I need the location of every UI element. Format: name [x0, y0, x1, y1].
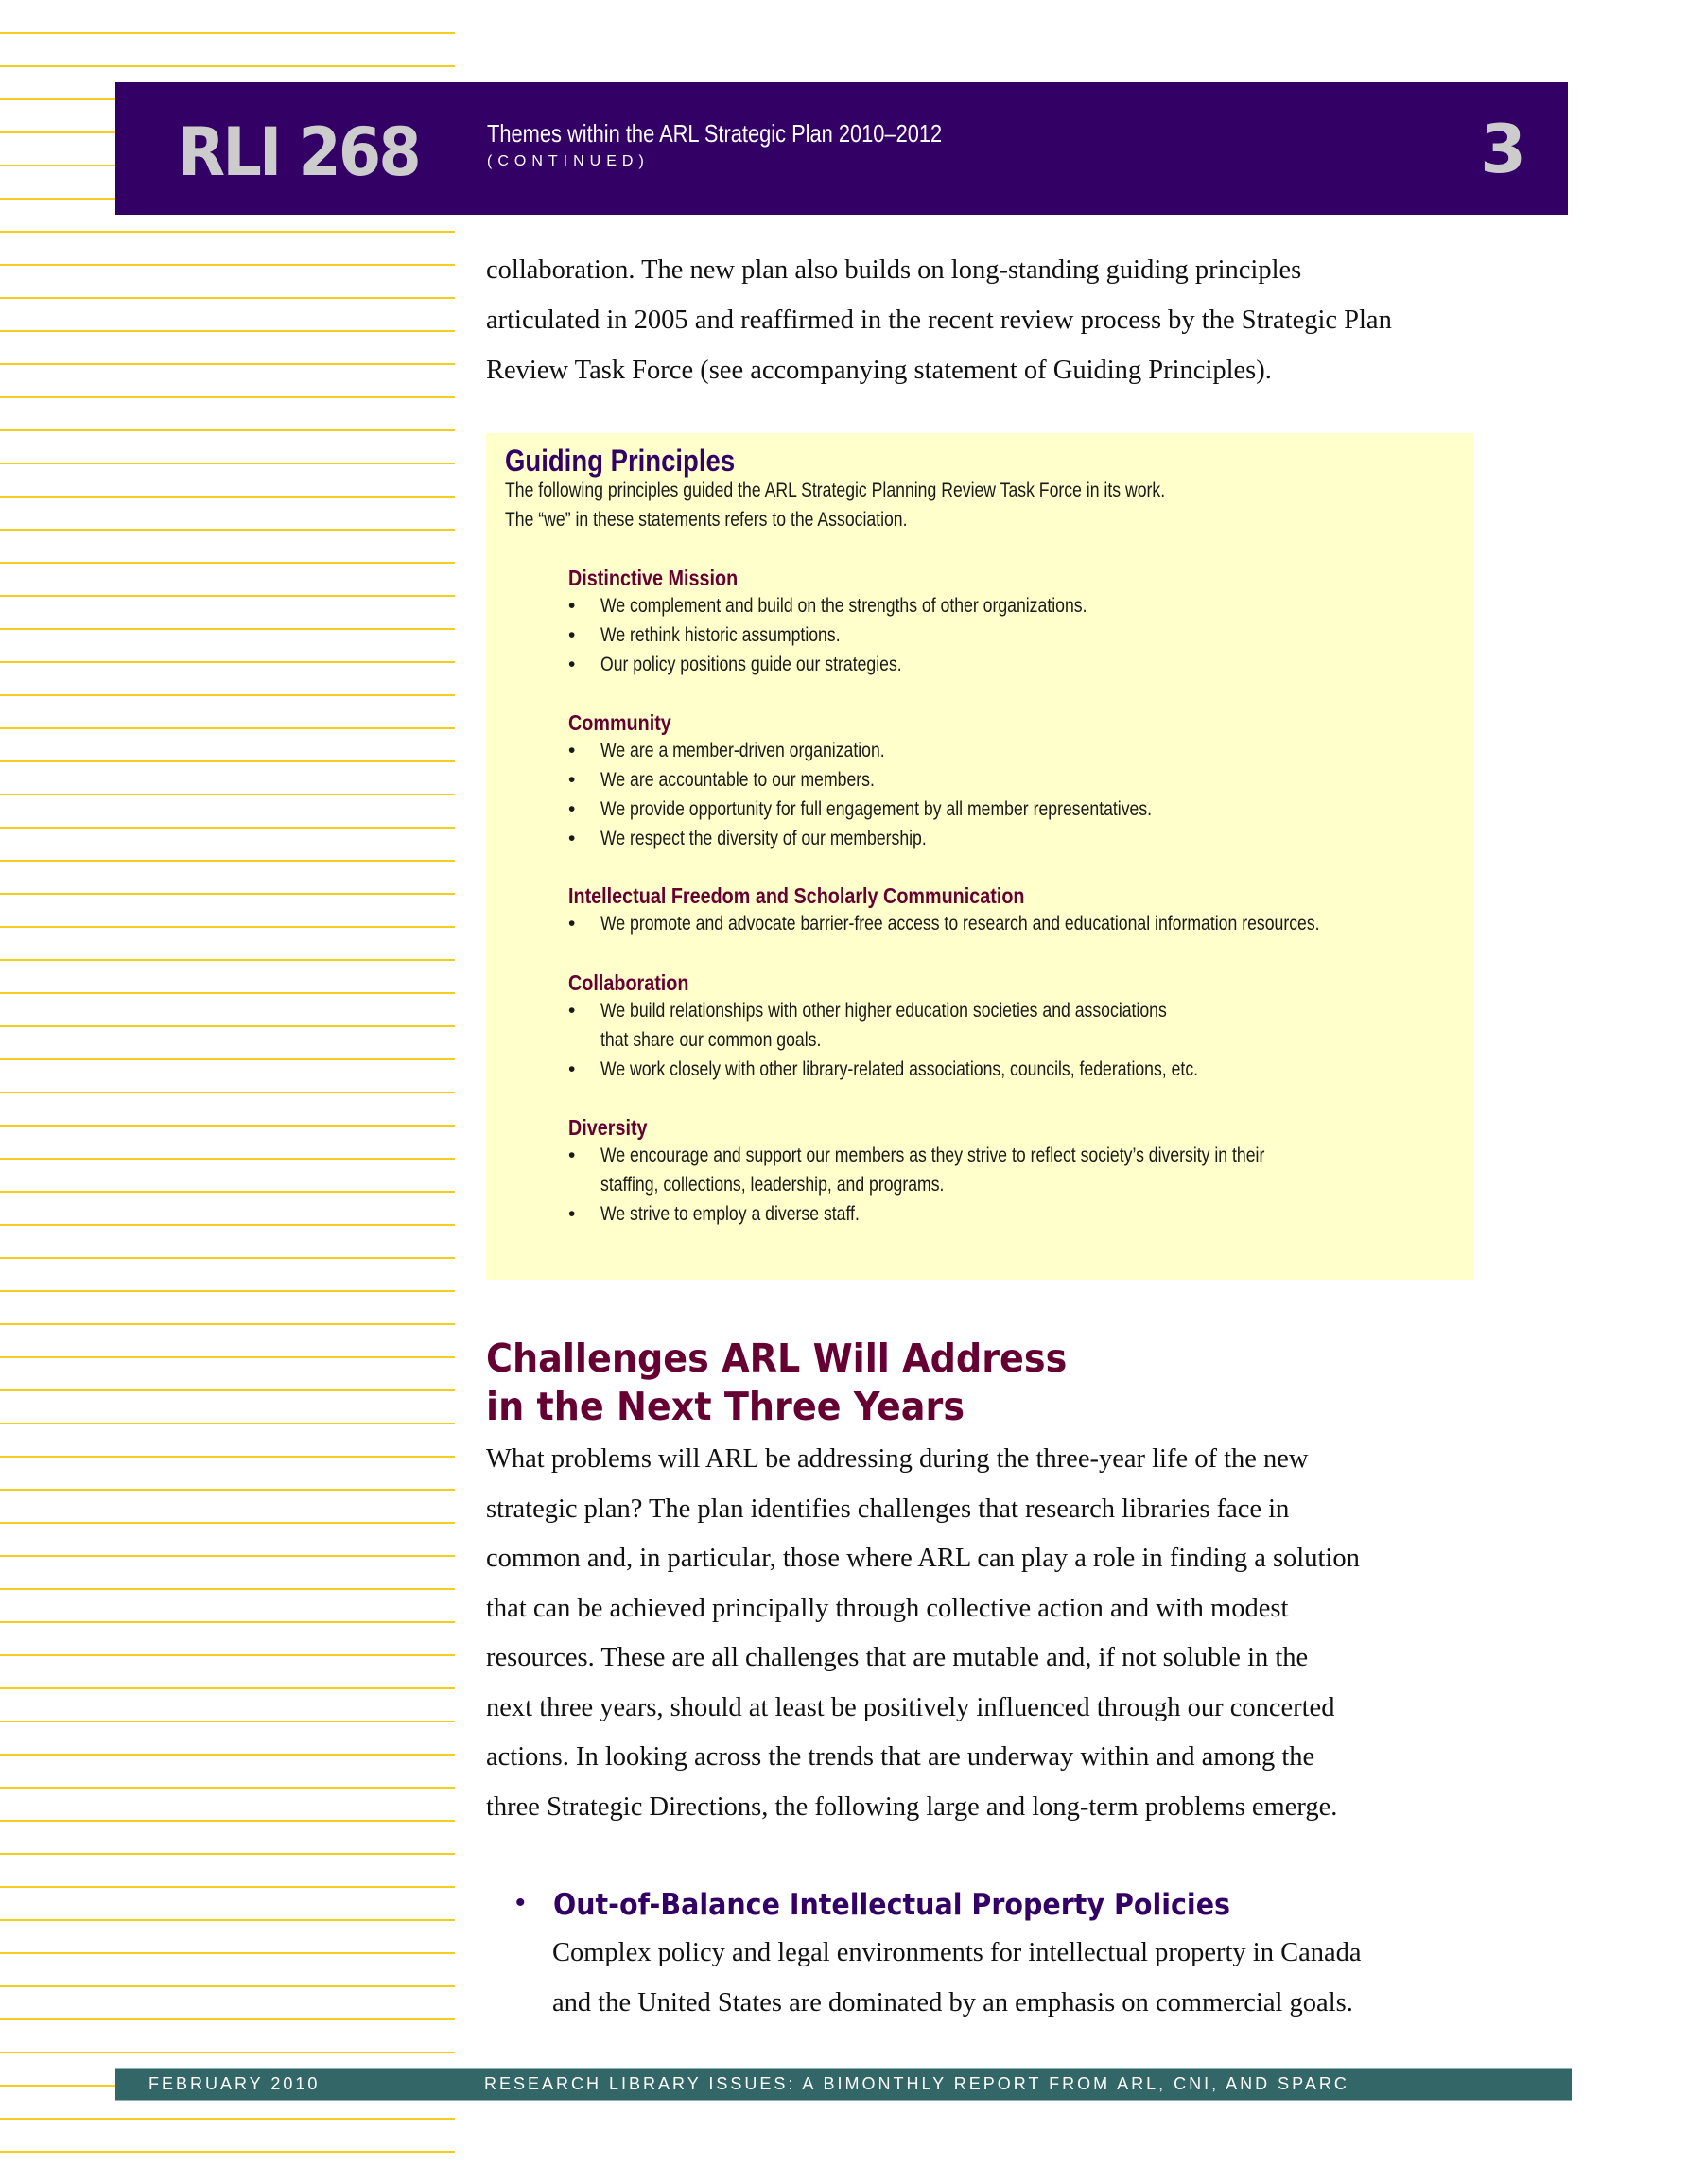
margin-rule-line [0, 661, 455, 663]
margin-rule-line [0, 628, 455, 630]
margin-rule-line [0, 2052, 455, 2053]
margin-rule-line [0, 32, 455, 34]
header-title: Themes within the ARL Strategic Plan 2010–2012 [487, 119, 943, 148]
header-continued: (CONTINUED) [487, 153, 650, 169]
guiding-principles-box [486, 433, 1474, 1280]
margin-rule-line [0, 1423, 455, 1424]
margin-rule-line [0, 1522, 455, 1524]
margin-rule-line [0, 330, 455, 332]
margin-rule-line [0, 1125, 455, 1127]
issue-number: RLI 268 [178, 114, 419, 191]
page-number: 3 [1480, 111, 1526, 188]
margin-rule-line [0, 1588, 455, 1590]
margin-rule-line [0, 1687, 455, 1689]
margin-rule-line [0, 1555, 455, 1557]
section-heading: Challenges ARL Will Address [486, 1336, 1068, 1381]
principle-heading-diversity: Diversity [568, 1115, 648, 1140]
principle-item: We work closely with other library-related associations, councils, federations, etc. [600, 1058, 1199, 1080]
margin-rule-line [0, 496, 455, 498]
margin-rule-line [0, 1456, 455, 1458]
margin-rule-line [0, 1356, 455, 1358]
margin-rule-line [0, 1654, 455, 1656]
margin-rule-line [0, 860, 455, 862]
margin-rule-line [0, 2151, 455, 2153]
bullet-icon: • [515, 1887, 526, 1918]
margin-rule-line [0, 363, 455, 365]
margin-rule-line [0, 926, 455, 928]
paragraph-line: Review Task Force (see accompanying statement of Guiding Principles). [486, 356, 1272, 385]
principle-heading-intellectual-freedom: Intellectual Freedom and Scholarly Communication [568, 883, 1025, 908]
principle-item-continuation: staffing, collections, leadership, and programs. [600, 1174, 945, 1196]
margin-rule-line [0, 1058, 455, 1060]
margin-rule-line [0, 727, 455, 729]
margin-rule-line [0, 264, 455, 266]
margin-rule-line [0, 959, 455, 961]
bullet-icon: • [568, 654, 576, 675]
paragraph-line: resources. These are all challenges that are mutable and, if not soluble in the [486, 1643, 1309, 1672]
paragraph-line: collaboration. The new plan also builds on long-standing guiding principles [486, 255, 1302, 285]
bullet-icon: • [568, 1058, 576, 1080]
margin-rule-line [0, 1389, 455, 1391]
margin-rule-line [0, 396, 455, 398]
principle-item: We are a member-driven organization. [600, 740, 885, 761]
paragraph-line: strategic plan? The plan identifies challenges that research libraries face in [486, 1494, 1290, 1524]
margin-rule-line [0, 893, 455, 895]
margin-rule-line [0, 1025, 455, 1027]
bullet-icon: • [568, 740, 576, 761]
bullet-icon: • [568, 1144, 576, 1166]
principle-item: We build relationships with other higher education societies and associations [600, 1000, 1167, 1022]
margin-rule-line [0, 1323, 455, 1325]
principle-item: We strive to employ a diverse staff. [600, 1203, 860, 1225]
margin-rule-line [0, 1919, 455, 1921]
bullet-icon: • [568, 769, 576, 791]
page-footer [115, 2068, 1572, 2101]
principle-item: Our policy positions guide our strategies. [600, 654, 902, 675]
footer-date: FEBRUARY 2010 [148, 2074, 321, 2093]
margin-rule-line [0, 429, 455, 431]
principle-item: We complement and build on the strengths of other organizations. [600, 595, 1087, 617]
margin-rule-line [0, 1257, 455, 1259]
margin-rule-line [0, 1853, 455, 1855]
margin-rule-line [0, 794, 455, 795]
bullet-icon: • [568, 624, 576, 646]
box-intro-line: The “we” in these statements refers to the Association. [505, 509, 908, 531]
margin-rule-line [0, 694, 455, 696]
bullet-icon: • [568, 798, 576, 820]
section-heading: in the Next Three Years [486, 1384, 965, 1429]
margin-rule-line [0, 65, 455, 67]
principle-heading-distinctive-mission: Distinctive Mission [568, 566, 739, 590]
principle-item: We promote and advocate barrier-free access to research and educational information resources. [600, 913, 1320, 935]
principle-heading-collaboration: Collaboration [568, 970, 689, 995]
bullet-icon: • [568, 595, 576, 617]
paragraph-line: that can be achieved principally through collective action and with modest [486, 1594, 1289, 1623]
principle-heading-community: Community [568, 710, 671, 735]
paragraph-line: and the United States are dominated by an emphasis on commercial goals. [552, 1988, 1353, 2018]
margin-rule-line [0, 1489, 455, 1491]
paragraph-line: articulated in 2005 and reaffirmed in the recent review process by the Strategic Plan [486, 306, 1392, 335]
box-intro-line: The following principles guided the ARL Strategic Planning Review Task Force in its work. [505, 480, 1166, 501]
margin-rule-line [0, 1721, 455, 1722]
margin-rule-line [0, 231, 455, 233]
margin-rule-line [0, 1290, 455, 1292]
margin-rule-line [0, 2018, 455, 2020]
footer-publication: RESEARCH LIBRARY ISSUES: A BIMONTHLY REPORT FROM ARL, CNI, AND SPARC [484, 2074, 1349, 2093]
principle-item: We respect the diversity of our membership. [600, 828, 927, 849]
margin-rule-line [0, 297, 455, 299]
margin-rule-line [0, 827, 455, 829]
paragraph-line: common and, in particular, those where ARL can play a role in finding a solution [486, 1544, 1360, 1573]
paragraph-line: next three years, should at least be positively influenced through our concerted [486, 1693, 1335, 1722]
page-header [115, 82, 1568, 215]
margin-rule-line [0, 595, 455, 597]
principle-item: We provide opportunity for full engagement by all member representatives. [600, 798, 1153, 820]
margin-rule-line [0, 529, 455, 531]
margin-rule-line [0, 1191, 455, 1193]
margin-rule-line [0, 562, 455, 564]
margin-rule-line [0, 1621, 455, 1623]
bullet-icon: • [568, 828, 576, 849]
principle-item-continuation: that share our common goals. [600, 1029, 822, 1051]
paragraph-line: What problems will ARL be addressing during the three-year life of the new [486, 1444, 1309, 1474]
challenge-heading: Out-of-Balance Intellectual Property Policies [553, 1888, 1231, 1922]
margin-rule-line [0, 1952, 455, 1954]
paragraph-line: Complex policy and legal environments for intellectual property in Canada [552, 1938, 1362, 1967]
margin-rule-line [0, 1985, 455, 1987]
bullet-icon: • [568, 913, 576, 935]
margin-rule-line [0, 760, 455, 762]
margin-rules [0, 0, 455, 2184]
principle-item: We are accountable to our members. [600, 769, 875, 791]
margin-rule-line [0, 1886, 455, 1888]
guiding-principles-title: Guiding Principles [505, 444, 736, 478]
paragraph-line: three Strategic Directions, the following large and long-term problems emerge. [486, 1792, 1338, 1822]
margin-rule-line [0, 1224, 455, 1226]
margin-rule-line [0, 1820, 455, 1822]
principle-item: We rethink historic assumptions. [600, 624, 841, 646]
margin-rule-line [0, 2118, 455, 2120]
bullet-icon: • [568, 1203, 576, 1225]
margin-rule-line [0, 1787, 455, 1789]
margin-rule-line [0, 1092, 455, 1093]
margin-rule-line [0, 1754, 455, 1756]
margin-rule-line [0, 1158, 455, 1160]
principle-item: We encourage and support our members as they strive to reflect society’s diversity in their [600, 1144, 1265, 1166]
paragraph-line: actions. In looking across the trends that are underway within and among the [486, 1742, 1315, 1772]
margin-rule-line [0, 992, 455, 994]
bullet-icon: • [568, 1000, 576, 1022]
margin-rule-line [0, 463, 455, 464]
